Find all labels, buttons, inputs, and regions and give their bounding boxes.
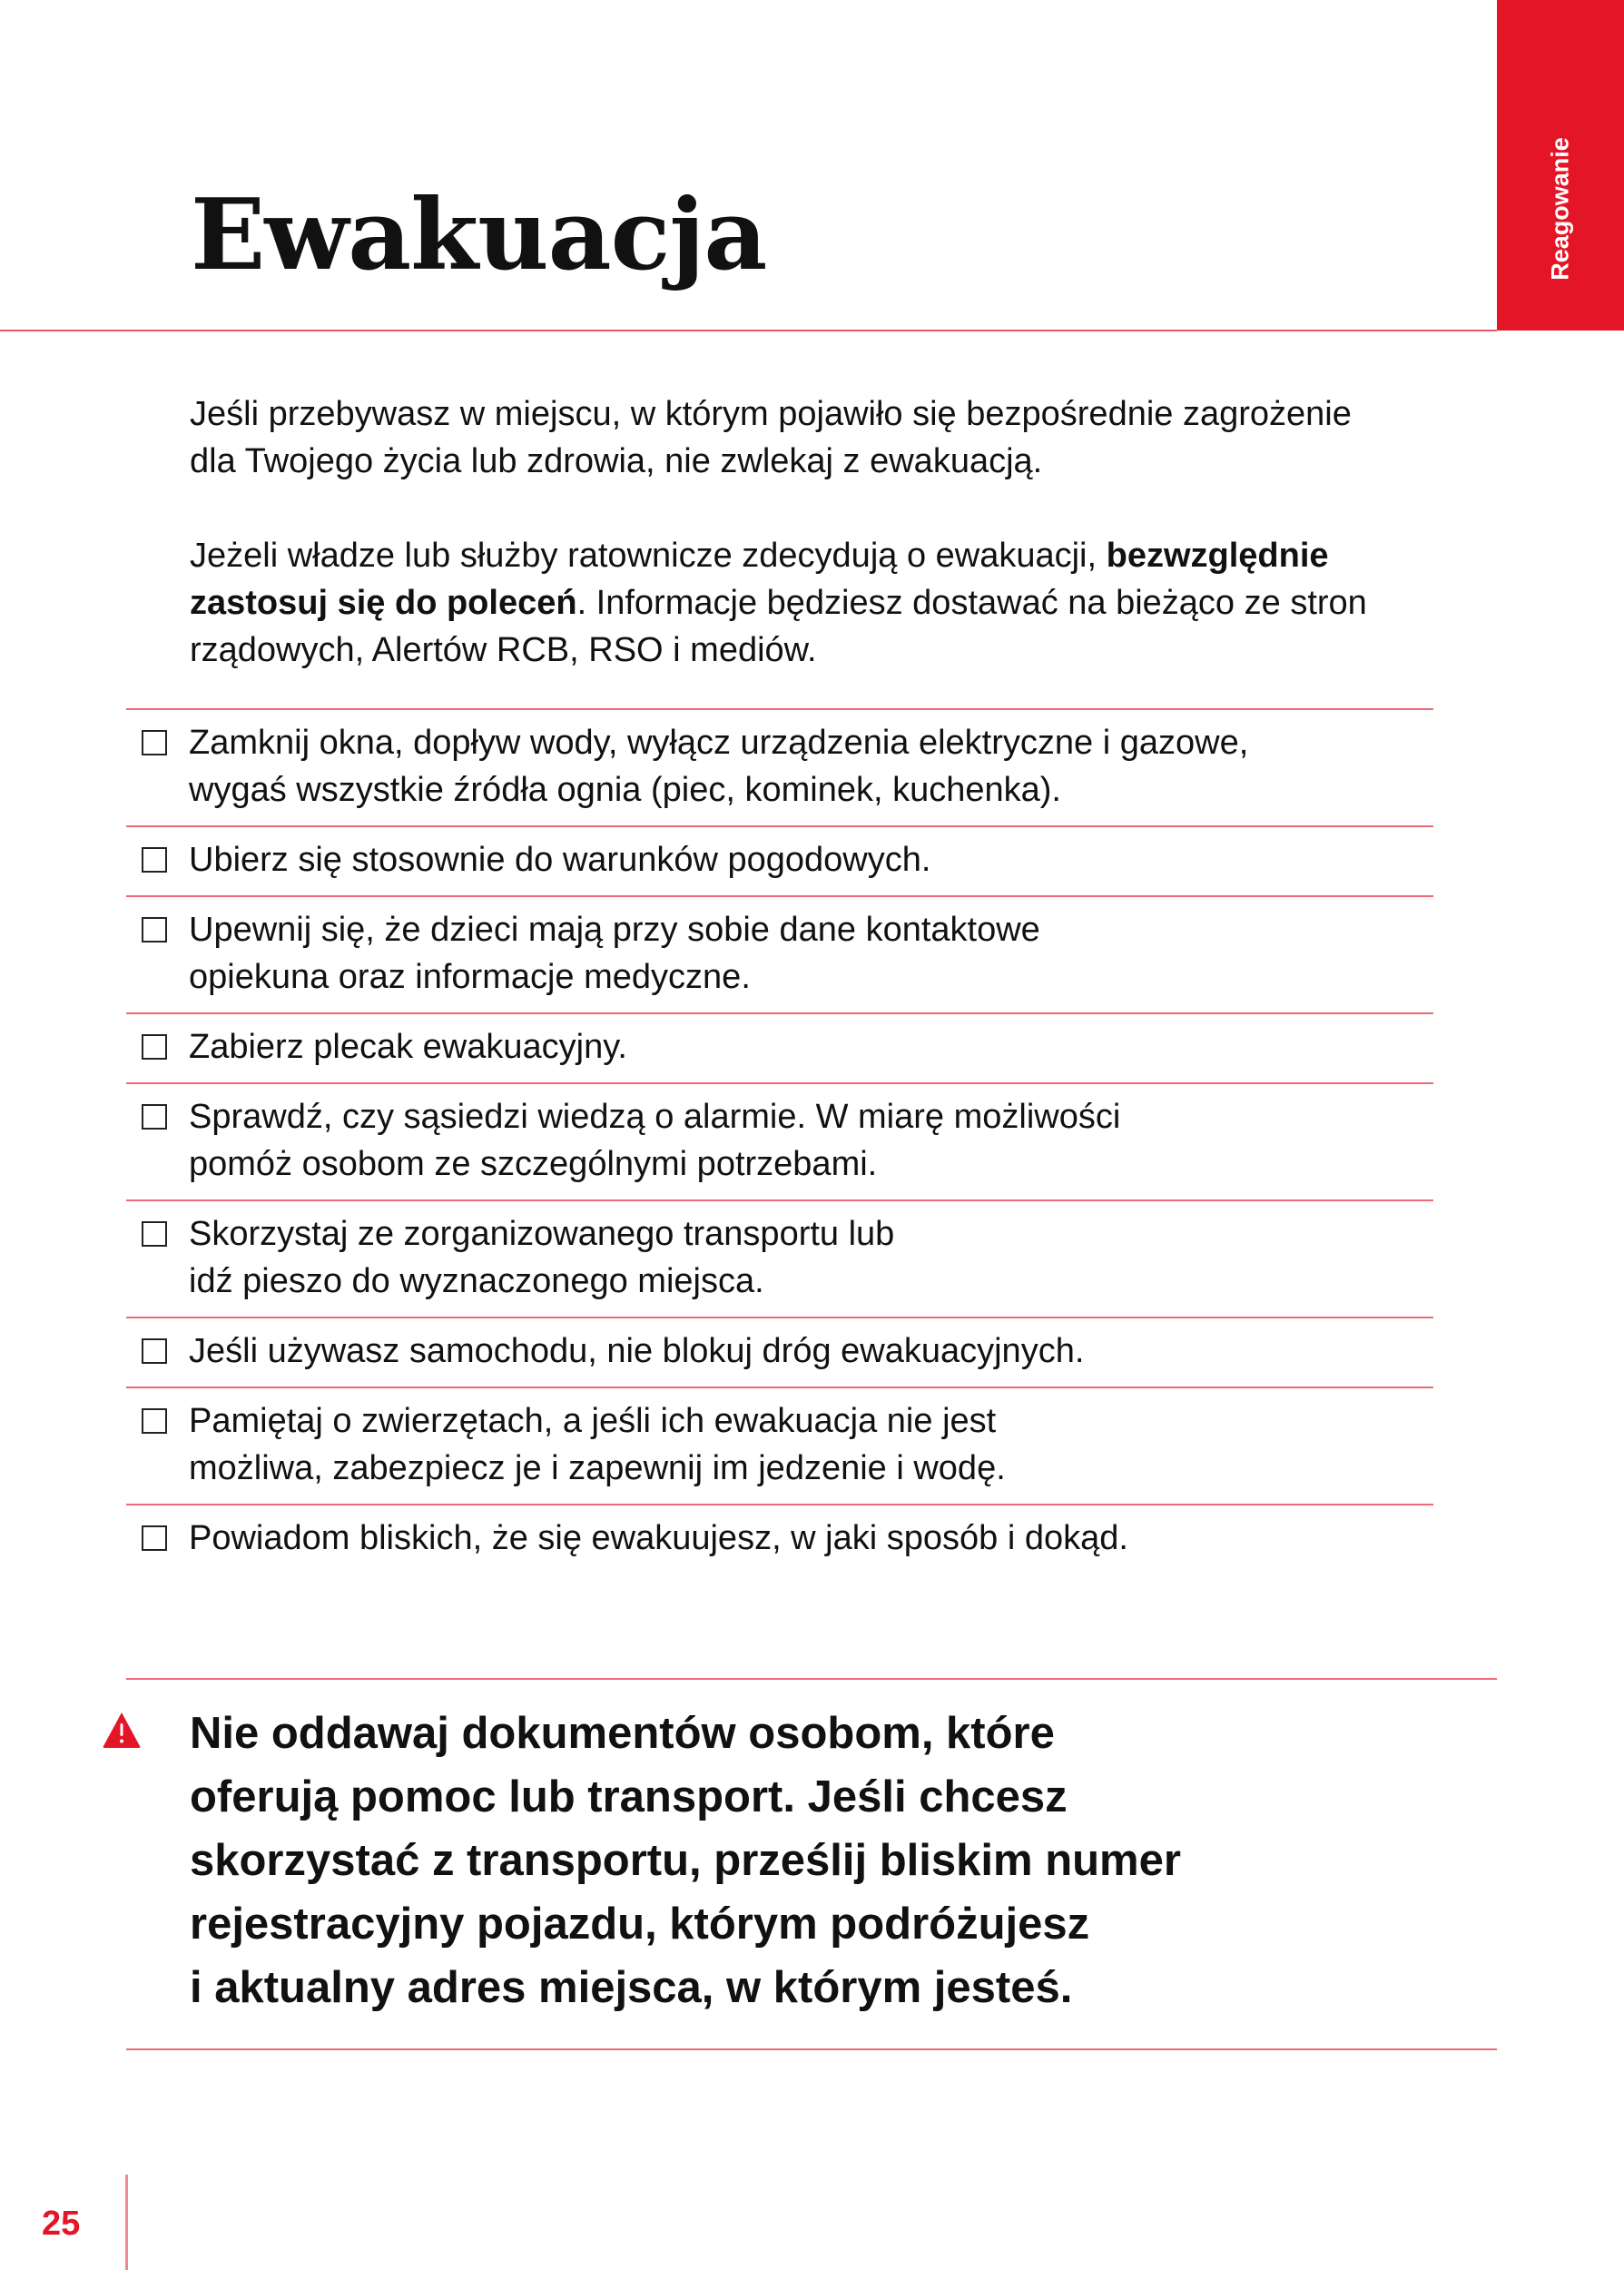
checklist-item [126, 1317, 1433, 1387]
page-title: Ewakuacja [191, 178, 767, 292]
warning-line: oferują pomoc lub transport. Jeśli chcesz [190, 1772, 1068, 1821]
checklist-item-text [189, 1210, 894, 1305]
checkbox[interactable] [142, 917, 167, 943]
checklist-item-line: Sprawdź, czy sąsiedzi wiedzą o alarmie. W miarę możliwości [189, 1098, 1121, 1136]
intro-text: . Informacje będziesz dostawać na bieżąco ze stron [576, 584, 1367, 622]
checklist-item-line: Ubierz się stosownie do warunków pogodowych. [189, 841, 931, 879]
checklist-item [126, 1082, 1433, 1199]
page-number: 25 [42, 2205, 81, 2243]
checklist-item-text [189, 1093, 1120, 1188]
checklist-item-line: pomóż osobom ze szczególnymi potrzebami. [189, 1145, 878, 1183]
checkbox[interactable] [142, 1221, 167, 1247]
intro-paragraph-2 [190, 532, 1461, 674]
intro-line [190, 579, 1461, 627]
warning-text [190, 1702, 1181, 2019]
checklist-item-line: możliwa, zabezpiecz je i zapewnij im jedzenie i wodę. [189, 1449, 1006, 1487]
checklist-item [126, 825, 1433, 895]
checklist-item-line: idź pieszo do wyznaczonego miejsca. [189, 1262, 764, 1300]
checklist-item-line: opiekuna oraz informacje medyczne. [189, 958, 751, 996]
checklist-item-line: Upewnij się, że dzieci mają przy sobie dane kontaktowe [189, 911, 1040, 949]
checklist-item [126, 1504, 1433, 1574]
checklist-item-text [189, 1327, 1084, 1375]
checklist-item-text [189, 906, 1040, 1001]
checklist-item [126, 1387, 1433, 1504]
intro-paragraph-1 [190, 390, 1461, 485]
checklist-item-text [189, 1023, 627, 1071]
warning-line: Nie oddawaj dokumentów osobom, które [190, 1709, 1055, 1758]
evacuation-checklist [126, 708, 1433, 1574]
footer-divider [125, 2175, 128, 2270]
checklist-item-line: Powiadom bliskich, że się ewakuujesz, w jaki sposób i dokąd. [189, 1519, 1128, 1557]
intro-line: rządowych, Alertów RCB, RSO i mediów. [190, 631, 817, 669]
checklist-item-line: Pamiętaj o zwierzętach, a jeśli ich ewakuacja nie jest [189, 1402, 997, 1440]
checkbox[interactable] [142, 1338, 167, 1364]
warning-line: rejestracyjny pojazdu, którym podróżujesz [190, 1900, 1090, 1949]
checklist-item [126, 1199, 1433, 1317]
checklist-item-text [189, 719, 1248, 814]
intro-line [190, 532, 1461, 579]
checklist-item-line: wygaś wszystkie źródła ognia (piec, kominek, kuchenka). [189, 771, 1061, 809]
checklist-item-line: Zabierz plecak ewakuacyjny. [189, 1028, 627, 1066]
intro-text: Jeżeli władze lub służby ratownicze zdecydują o ewakuacji, [190, 537, 1107, 575]
checklist-item [126, 1012, 1433, 1082]
checkbox[interactable] [142, 730, 167, 755]
checkbox[interactable] [142, 1408, 167, 1434]
checklist-item-line: Jeśli używasz samochodu, nie blokuj dróg ewakuacyjnych. [189, 1332, 1085, 1370]
intro-line: Jeśli przebywasz w miejscu, w którym pojawiło się bezpośrednie zagrożenie [190, 395, 1352, 433]
checklist-item-text [189, 1515, 1128, 1562]
checkbox[interactable] [142, 1104, 167, 1130]
checklist-item [126, 708, 1433, 825]
checklist-item-text [189, 836, 930, 883]
intro-line: dla Twojego życia lub zdrowia, nie zwlekaj z ewakuacją. [190, 442, 1043, 480]
warning-divider-bottom [126, 2048, 1497, 2050]
section-tab-label: Reagowanie [1546, 137, 1574, 281]
warning-line: skorzystać z transportu, prześlij bliskim numer [190, 1836, 1181, 1885]
warning-divider-top [126, 1678, 1497, 1680]
warning-triangle-icon [102, 1711, 142, 1749]
header-divider [0, 330, 1497, 331]
checkbox[interactable] [142, 1525, 167, 1551]
checkbox[interactable] [142, 1034, 167, 1060]
checkbox[interactable] [142, 847, 167, 873]
warning-line: i aktualny adres miejsca, w którym jesteś. [190, 1963, 1073, 2012]
checklist-item-line: Zamknij okna, dopływ wody, wyłącz urządzenia elektryczne i gazowe, [189, 724, 1249, 762]
intro-bold: zastosuj się do poleceń [190, 584, 577, 622]
checklist-item-text [189, 1397, 1006, 1492]
intro-bold: bezwzględnie [1106, 537, 1329, 575]
checklist-item-line: Skorzystaj ze zorganizowanego transportu lub [189, 1215, 895, 1253]
section-tab [1497, 0, 1624, 331]
checklist-item [126, 895, 1433, 1012]
